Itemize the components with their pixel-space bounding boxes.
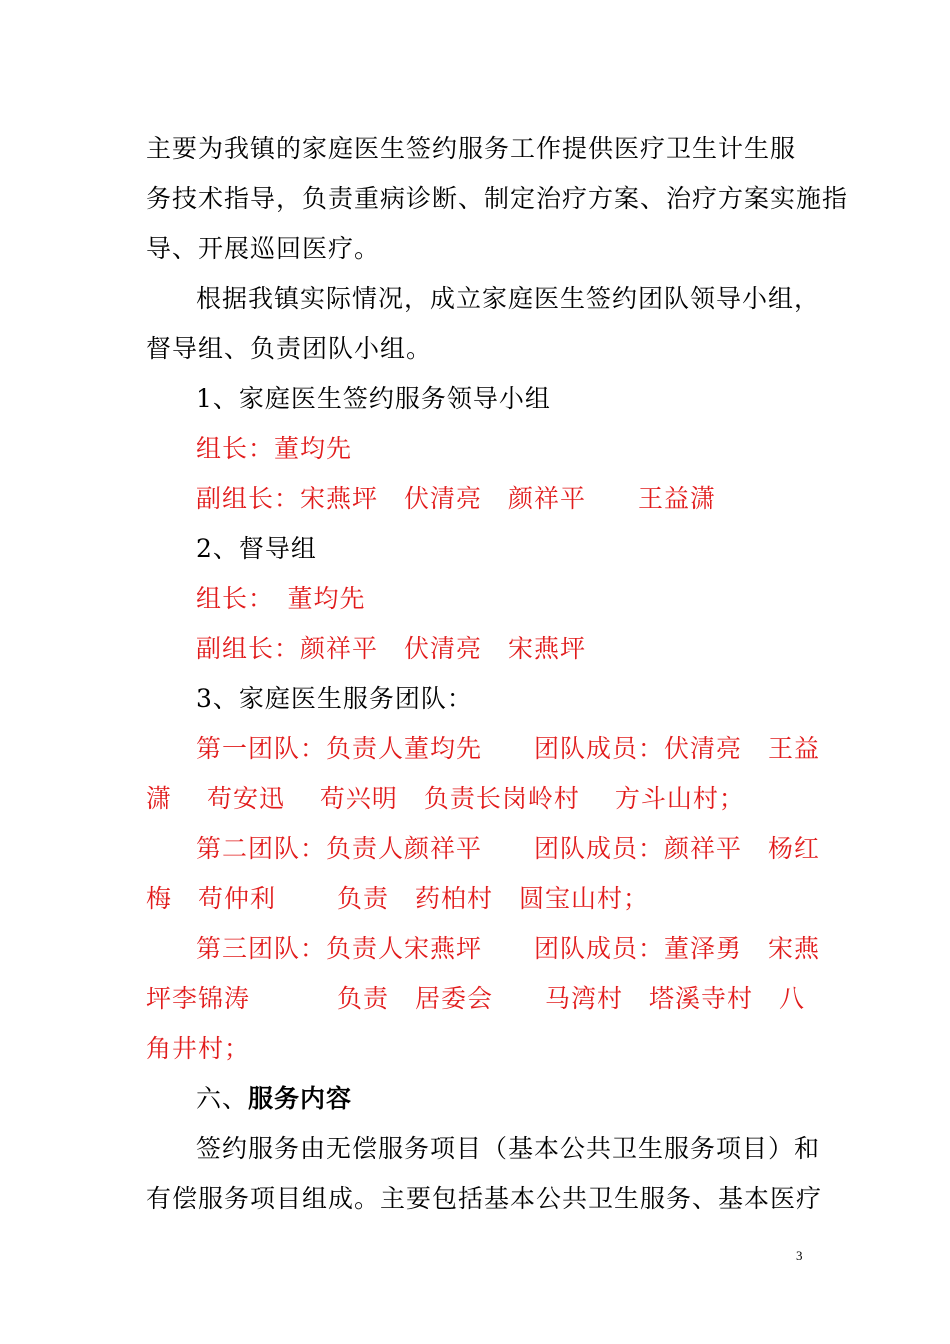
section-title: 服务内容 [248, 1084, 353, 1113]
paragraph-line: 根据我镇实际情况，成立家庭医生签约团队领导小组， [196, 284, 821, 313]
paragraph-line: 签约服务由无偿服务项目（基本公共卫生服务项目）和 [196, 1134, 821, 1163]
section-heading: 1、家庭医生签约服务领导小组 [196, 384, 551, 413]
team-line: 潇 苟安迅 苟兴明 负责长岗岭村 方斗山村； [146, 784, 745, 813]
section-heading: 2、督导组 [196, 534, 317, 563]
team-line: 第二团队：负责人颜祥平 团队成员：颜祥平 杨红 [196, 834, 821, 863]
paragraph-line: 有偿服务项目组成。主要包括基本公共卫生服务、基本医疗 [146, 1184, 823, 1213]
deputy-leader-line: 副组长：宋燕坪 伏清亮 颜祥平 王益潇 [196, 484, 717, 513]
team-line: 角井村； [146, 1034, 251, 1063]
team-line: 坪李锦涛 负责 居委会 马湾村 塔溪寺村 八 [146, 984, 805, 1013]
page-number: 3 [796, 1248, 803, 1263]
paragraph-line: 务技术指导，负责重病诊断、制定治疗方案、治疗方案实施指 [146, 184, 849, 213]
section-heading-six [196, 1084, 810, 1114]
leader-line: 组长： 董均先 [196, 584, 366, 613]
deputy-leader-line: 副组长：颜祥平 伏清亮 宋燕坪 [196, 634, 587, 663]
paragraph-line: 导、开展巡回医疗。 [146, 234, 381, 263]
paragraph-line: 督导组、负责团队小组。 [146, 334, 433, 363]
team-line: 梅 苟仲利 负责 药柏村 圆宝山村； [146, 884, 649, 913]
section-heading: 3、家庭医生服务团队： [196, 684, 473, 713]
paragraph-line: 主要为我镇的家庭医生签约服务工作提供医疗卫生计生服 [146, 134, 797, 163]
team-line: 第一团队：负责人董均先 团队成员：伏清亮 王益 [196, 734, 821, 763]
section-number: 六、 [196, 1084, 249, 1113]
leader-line: 组长：董均先 [196, 434, 353, 463]
team-line: 第三团队：负责人宋燕坪 团队成员：董泽勇 宋燕 [196, 934, 821, 963]
